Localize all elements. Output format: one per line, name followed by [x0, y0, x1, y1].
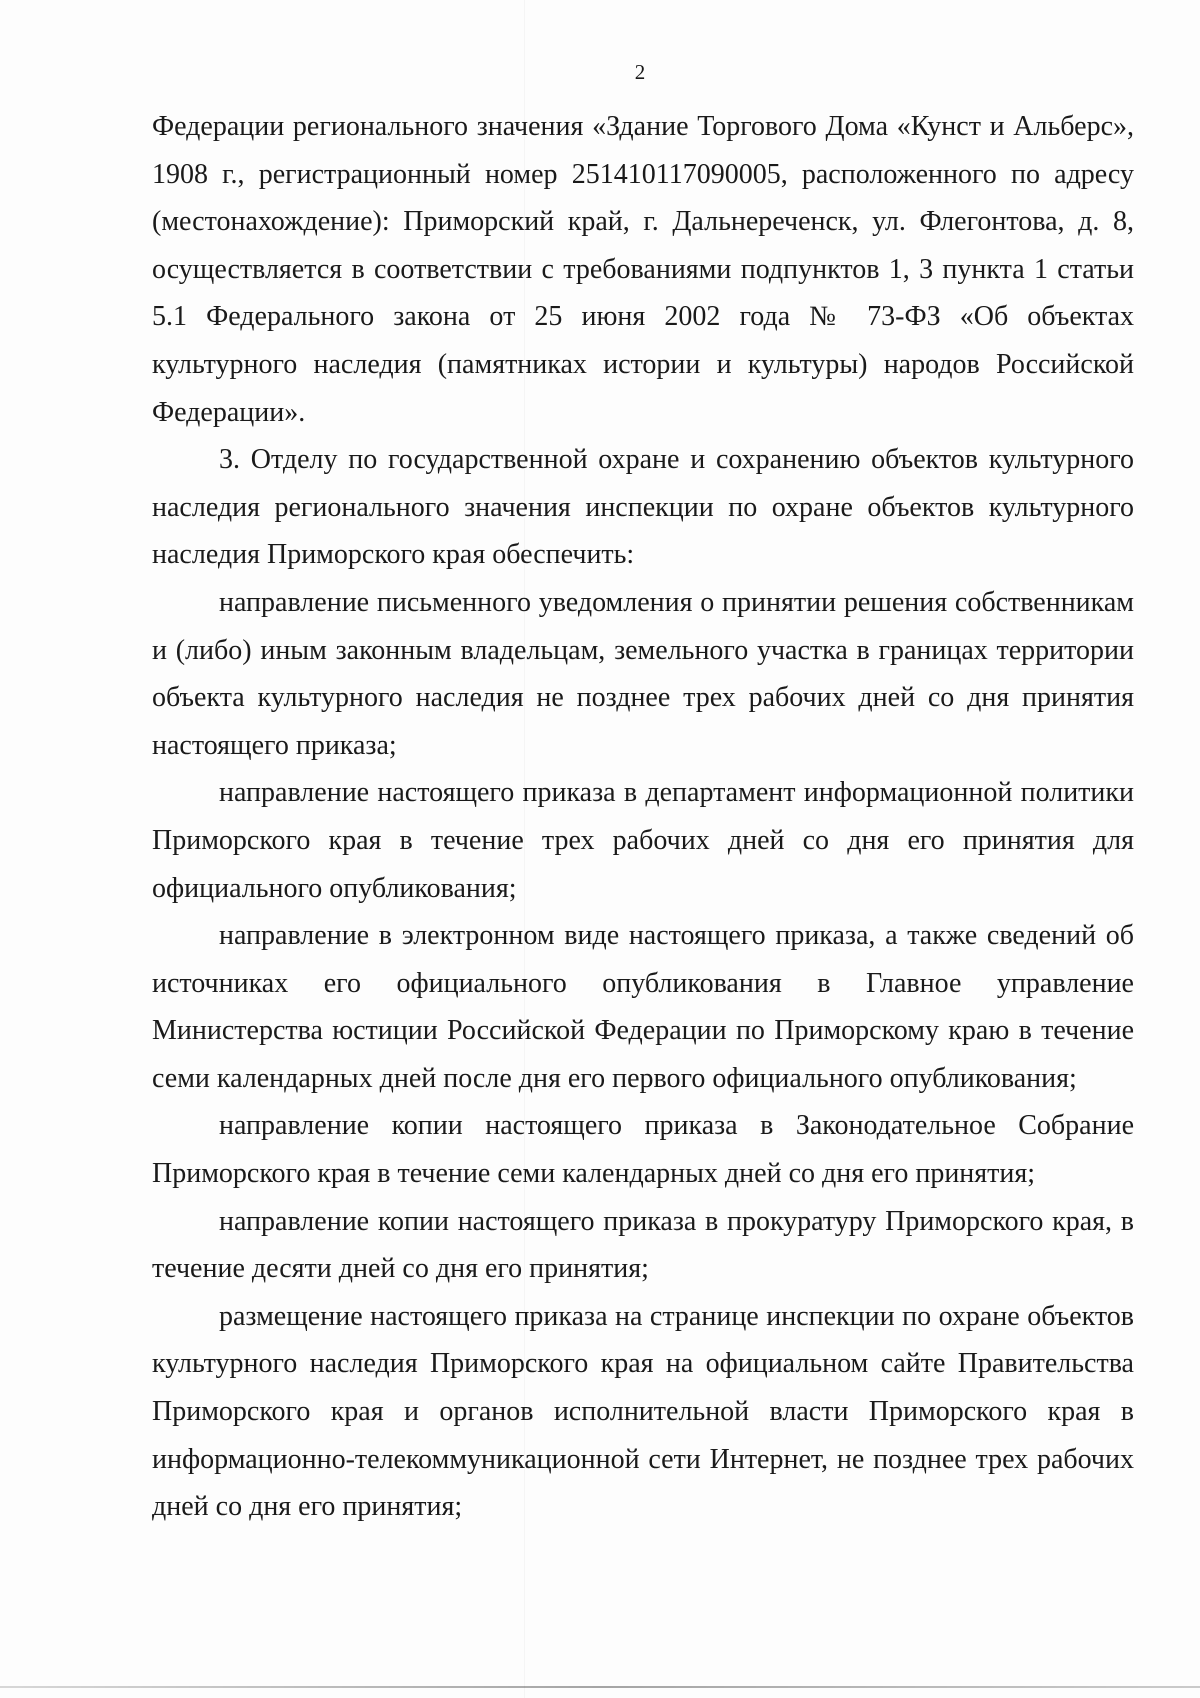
paragraph-continuation: Федерации регионального значения «Здание Торгового Дома «Кунст и Альберс», 1908 г., регистрационный номер 251410117090005, расположенного по адресу (местонахождение): Приморский край, г. Дальнереченск, ул. Флегонтова, д. 8, осуществляется в соответствии с требованиями подпунктов 1, 3 пункта 1 статьи 5.1 Федерального закона от 25 июня 2002 года № 73-ФЗ «Об объектах культурного наследия (памятниках истории и культуры) народов Российской Федерации». — [152, 111, 1134, 428]
bottom-edge-line — [0, 1686, 1200, 1688]
paragraph-info-policy-department: направление настоящего приказа в департамент информационной политики Приморского края в течение трех рабочих дней со дня его принятия для официального опубликования; — [152, 777, 1134, 904]
paragraph-legislative-assembly: направление копии настоящего приказа в Законодательное Собрание Приморского края в течение семи календарных дней со дня его принятия; — [152, 1110, 1134, 1190]
paragraph-website-publication: размещение настоящего приказа на странице инспекции по охране объектов культурного наследия Приморского края на официальном сайте Правительства Приморского края и органов исполнительной власти Приморского края в информационно-телекоммуникационной сети Интернет, не позднее трех рабочих дней со дня его принятия; — [152, 1300, 1134, 1523]
paragraph-item-3: 3. Отделу по государственной охране и сохранению объектов культурного наследия регионального значения инспекции по охране объектов культурного наследия Приморского края обеспечить: — [152, 444, 1134, 571]
paragraph-ministry-of-justice: направление в электронном виде настоящего приказа, а также сведений об источниках его официального опубликования в Главное управление Министерства юстиции Российской Федерации по Приморскому краю в течение семи календарных дней после дня его первого официального опубликования; — [152, 920, 1134, 1094]
paragraph-notification-owners: направление письменного уведомления о принятии решения собственникам и (либо) иным законным владельцам, земельного участка в границах территории объекта культурного наследия не позднее трех рабочих дней со дня принятия настоящего приказа; — [152, 586, 1134, 761]
paragraph-prosecutor-office: направление копии настоящего приказа в прокуратуру Приморского края, в течение десяти дней со дня его принятия; — [152, 1205, 1134, 1285]
document-body — [152, 103, 1134, 1531]
page-number: 2 — [634, 60, 646, 84]
